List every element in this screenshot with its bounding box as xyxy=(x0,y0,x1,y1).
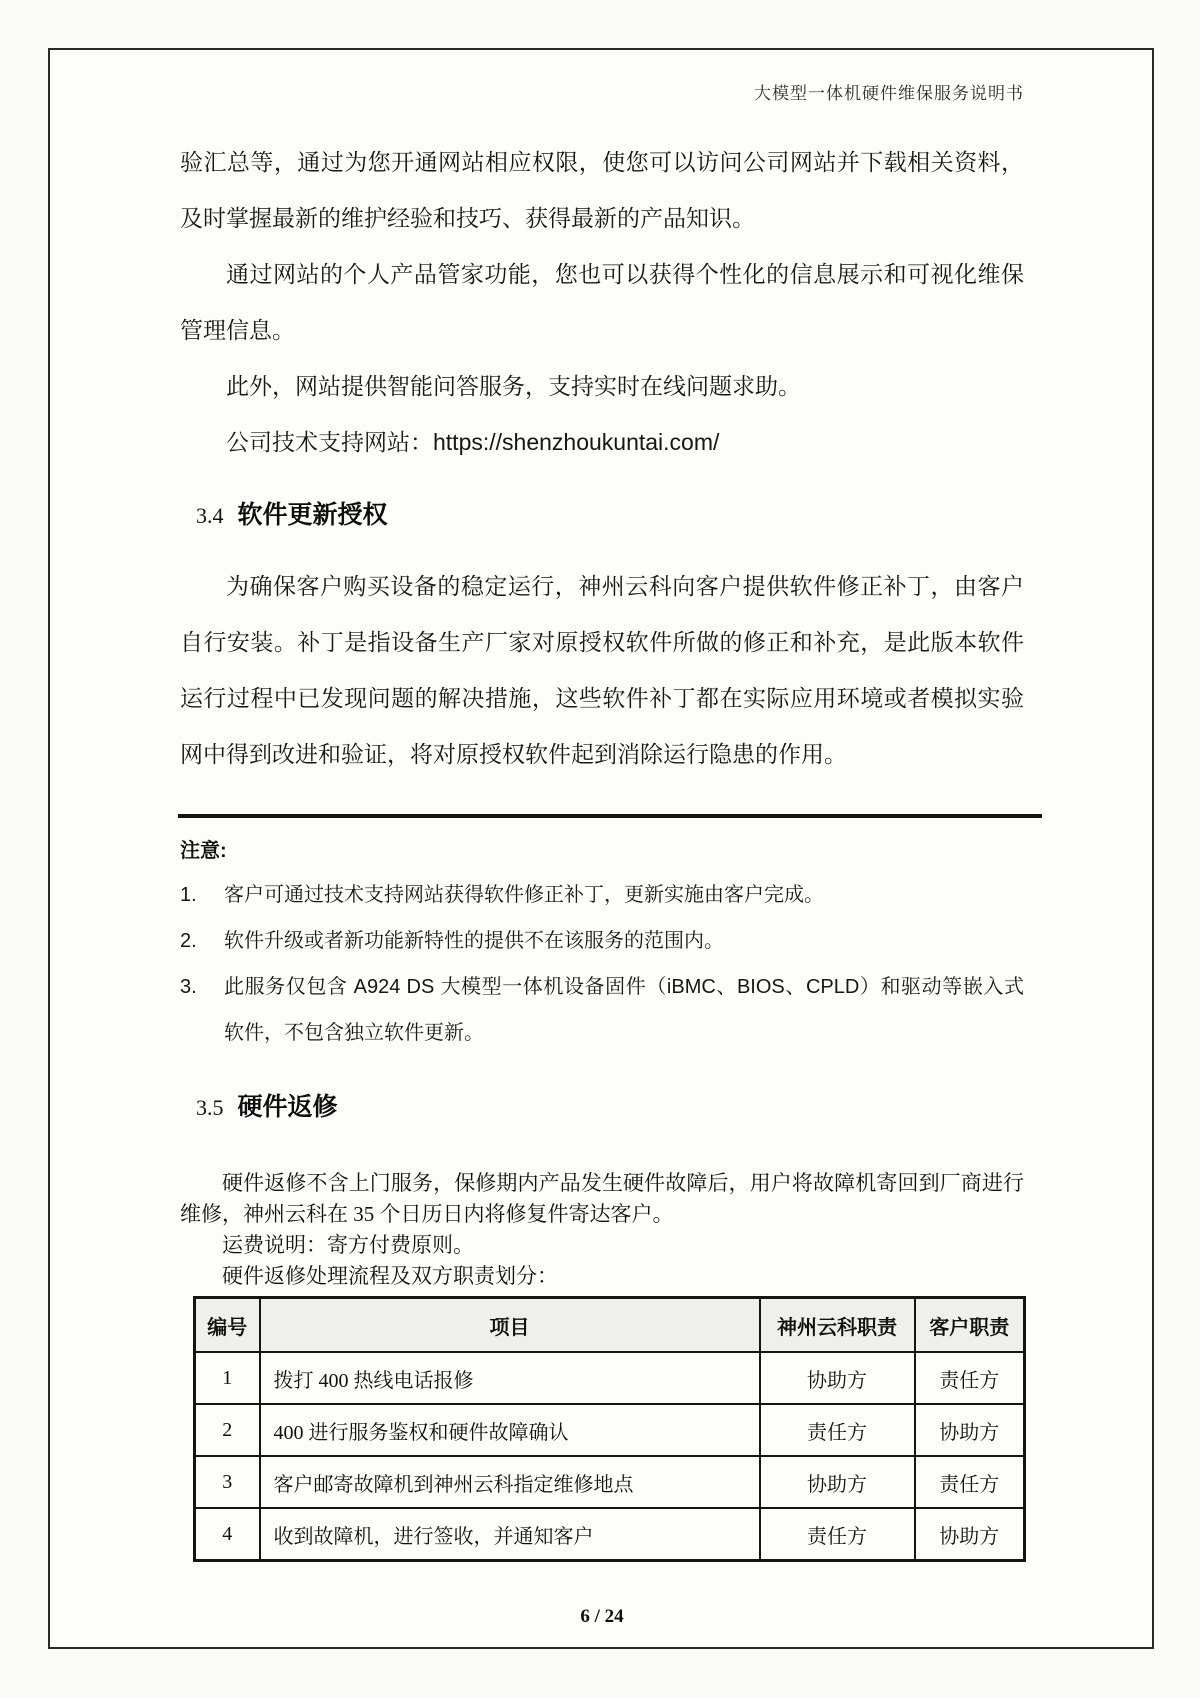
cell-number: 3 xyxy=(195,1456,260,1508)
cell-vendor-duty: 责任方 xyxy=(760,1508,915,1561)
section-title: 软件更新授权 xyxy=(237,501,388,529)
responsibility-table xyxy=(193,1296,1026,1562)
list-item-number: 2. xyxy=(180,930,197,952)
support-website-line: 公司技术支持网站：https://shenzhoukuntai.com/ xyxy=(226,429,720,455)
list-item xyxy=(180,918,1024,964)
table-row xyxy=(195,1508,1025,1561)
paragraph-continued: 验汇总等，通过为您开通网站相应权限，使您可以访问公司网站并下载相关资料，及时掌握最新的维护经验和技巧、获得最新的产品知识。 xyxy=(180,149,1024,231)
cell-customer-duty: 协助方 xyxy=(915,1508,1025,1561)
list-item-text: 客户可通过技术支持网站获得软件修正补丁，更新实施由客户完成。 xyxy=(224,884,824,906)
paragraph-table-intro: 硬件返修处理流程及双方职责划分： xyxy=(222,1264,558,1288)
cell-item: 拨打 400 热线电话报修 xyxy=(260,1352,760,1404)
cell-customer-duty: 责任方 xyxy=(915,1352,1025,1404)
list-item-text: 软件升级或者新功能新特性的提供不在该服务的范围内。 xyxy=(224,930,724,952)
paragraph-software-update: 为确保客户购买设备的稳定运行，神州云科向客户提供软件修正补丁，由客户自行安装。补丁是指设备生产厂家对原授权软件所做的修正和补充，是此版本软件运行过程中已发现问题的解决措施，这些软件补丁都在实际应用环境或者模拟实验网中得到改进和验证，将对原授权软件起到消除运行隐患的作用。 xyxy=(180,573,1024,767)
list-item-text: 此服务仅包含 A924 DS 大模型一体机设备固件（iBMC、BIOS、CPLD）和驱动等嵌入式软件，不包含独立软件更新。 xyxy=(224,976,1024,1044)
section-number: 3.4 xyxy=(196,503,224,528)
cell-number: 4 xyxy=(195,1508,260,1561)
paragraph-qa-service: 此外，网站提供智能问答服务，支持实时在线问题求助。 xyxy=(226,373,801,399)
cell-number: 1 xyxy=(195,1352,260,1404)
table-header-row xyxy=(195,1298,1025,1353)
paragraph-shipping-note: 运费说明：寄方付费原则。 xyxy=(222,1233,474,1257)
section-title: 硬件返修 xyxy=(237,1093,338,1121)
hardware-return-body xyxy=(180,1168,1024,1292)
table-row xyxy=(195,1352,1025,1404)
cell-item: 收到故障机，进行签收，并通知客户 xyxy=(260,1508,760,1561)
list-item-number: 3. xyxy=(180,976,197,998)
paragraph-product-manager: 通过网站的个人产品管家功能，您也可以获得个性化的信息展示和可视化维保管理信息。 xyxy=(180,261,1024,343)
header-title: 大模型一体机硬件维保服务说明书 xyxy=(754,84,1024,103)
note-list xyxy=(180,872,1024,1056)
section-number: 3.5 xyxy=(196,1095,224,1120)
paragraph-hardware-return: 硬件返修不含上门服务，保修期内产品发生硬件故障后，用户将故障机寄回到厂商进行维修，神州云科在 35 个日历日内将修复件寄达客户。 xyxy=(180,1171,1024,1226)
list-item xyxy=(180,872,1024,918)
column-header-vendor-duty: 神州云科职责 xyxy=(760,1298,915,1353)
document-page xyxy=(48,48,1154,1649)
cell-item: 400 进行服务鉴权和硬件故障确认 xyxy=(260,1404,760,1456)
cell-vendor-duty: 协助方 xyxy=(760,1352,915,1404)
cell-customer-duty: 协助方 xyxy=(915,1404,1025,1456)
section-heading-3-4 xyxy=(196,496,1024,538)
section-heading-3-5 xyxy=(196,1088,1024,1130)
cell-number: 2 xyxy=(195,1404,260,1456)
page-number: 6 / 24 xyxy=(580,1606,624,1627)
column-header-number: 编号 xyxy=(195,1298,260,1353)
list-item-number: 1. xyxy=(180,884,197,906)
table-row xyxy=(195,1456,1025,1508)
list-item xyxy=(180,964,1024,1056)
divider-rule xyxy=(178,814,1042,818)
table-row xyxy=(195,1404,1025,1456)
cell-vendor-duty: 责任方 xyxy=(760,1404,915,1456)
column-header-customer-duty: 客户职责 xyxy=(915,1298,1025,1353)
column-header-item: 项目 xyxy=(260,1298,760,1353)
page-header xyxy=(180,82,1024,106)
cell-customer-duty: 责任方 xyxy=(915,1456,1025,1508)
cell-item: 客户邮寄故障机到神州云科指定维修地点 xyxy=(260,1456,760,1508)
note-label: 注意: xyxy=(180,840,227,862)
cell-vendor-duty: 协助方 xyxy=(760,1456,915,1508)
